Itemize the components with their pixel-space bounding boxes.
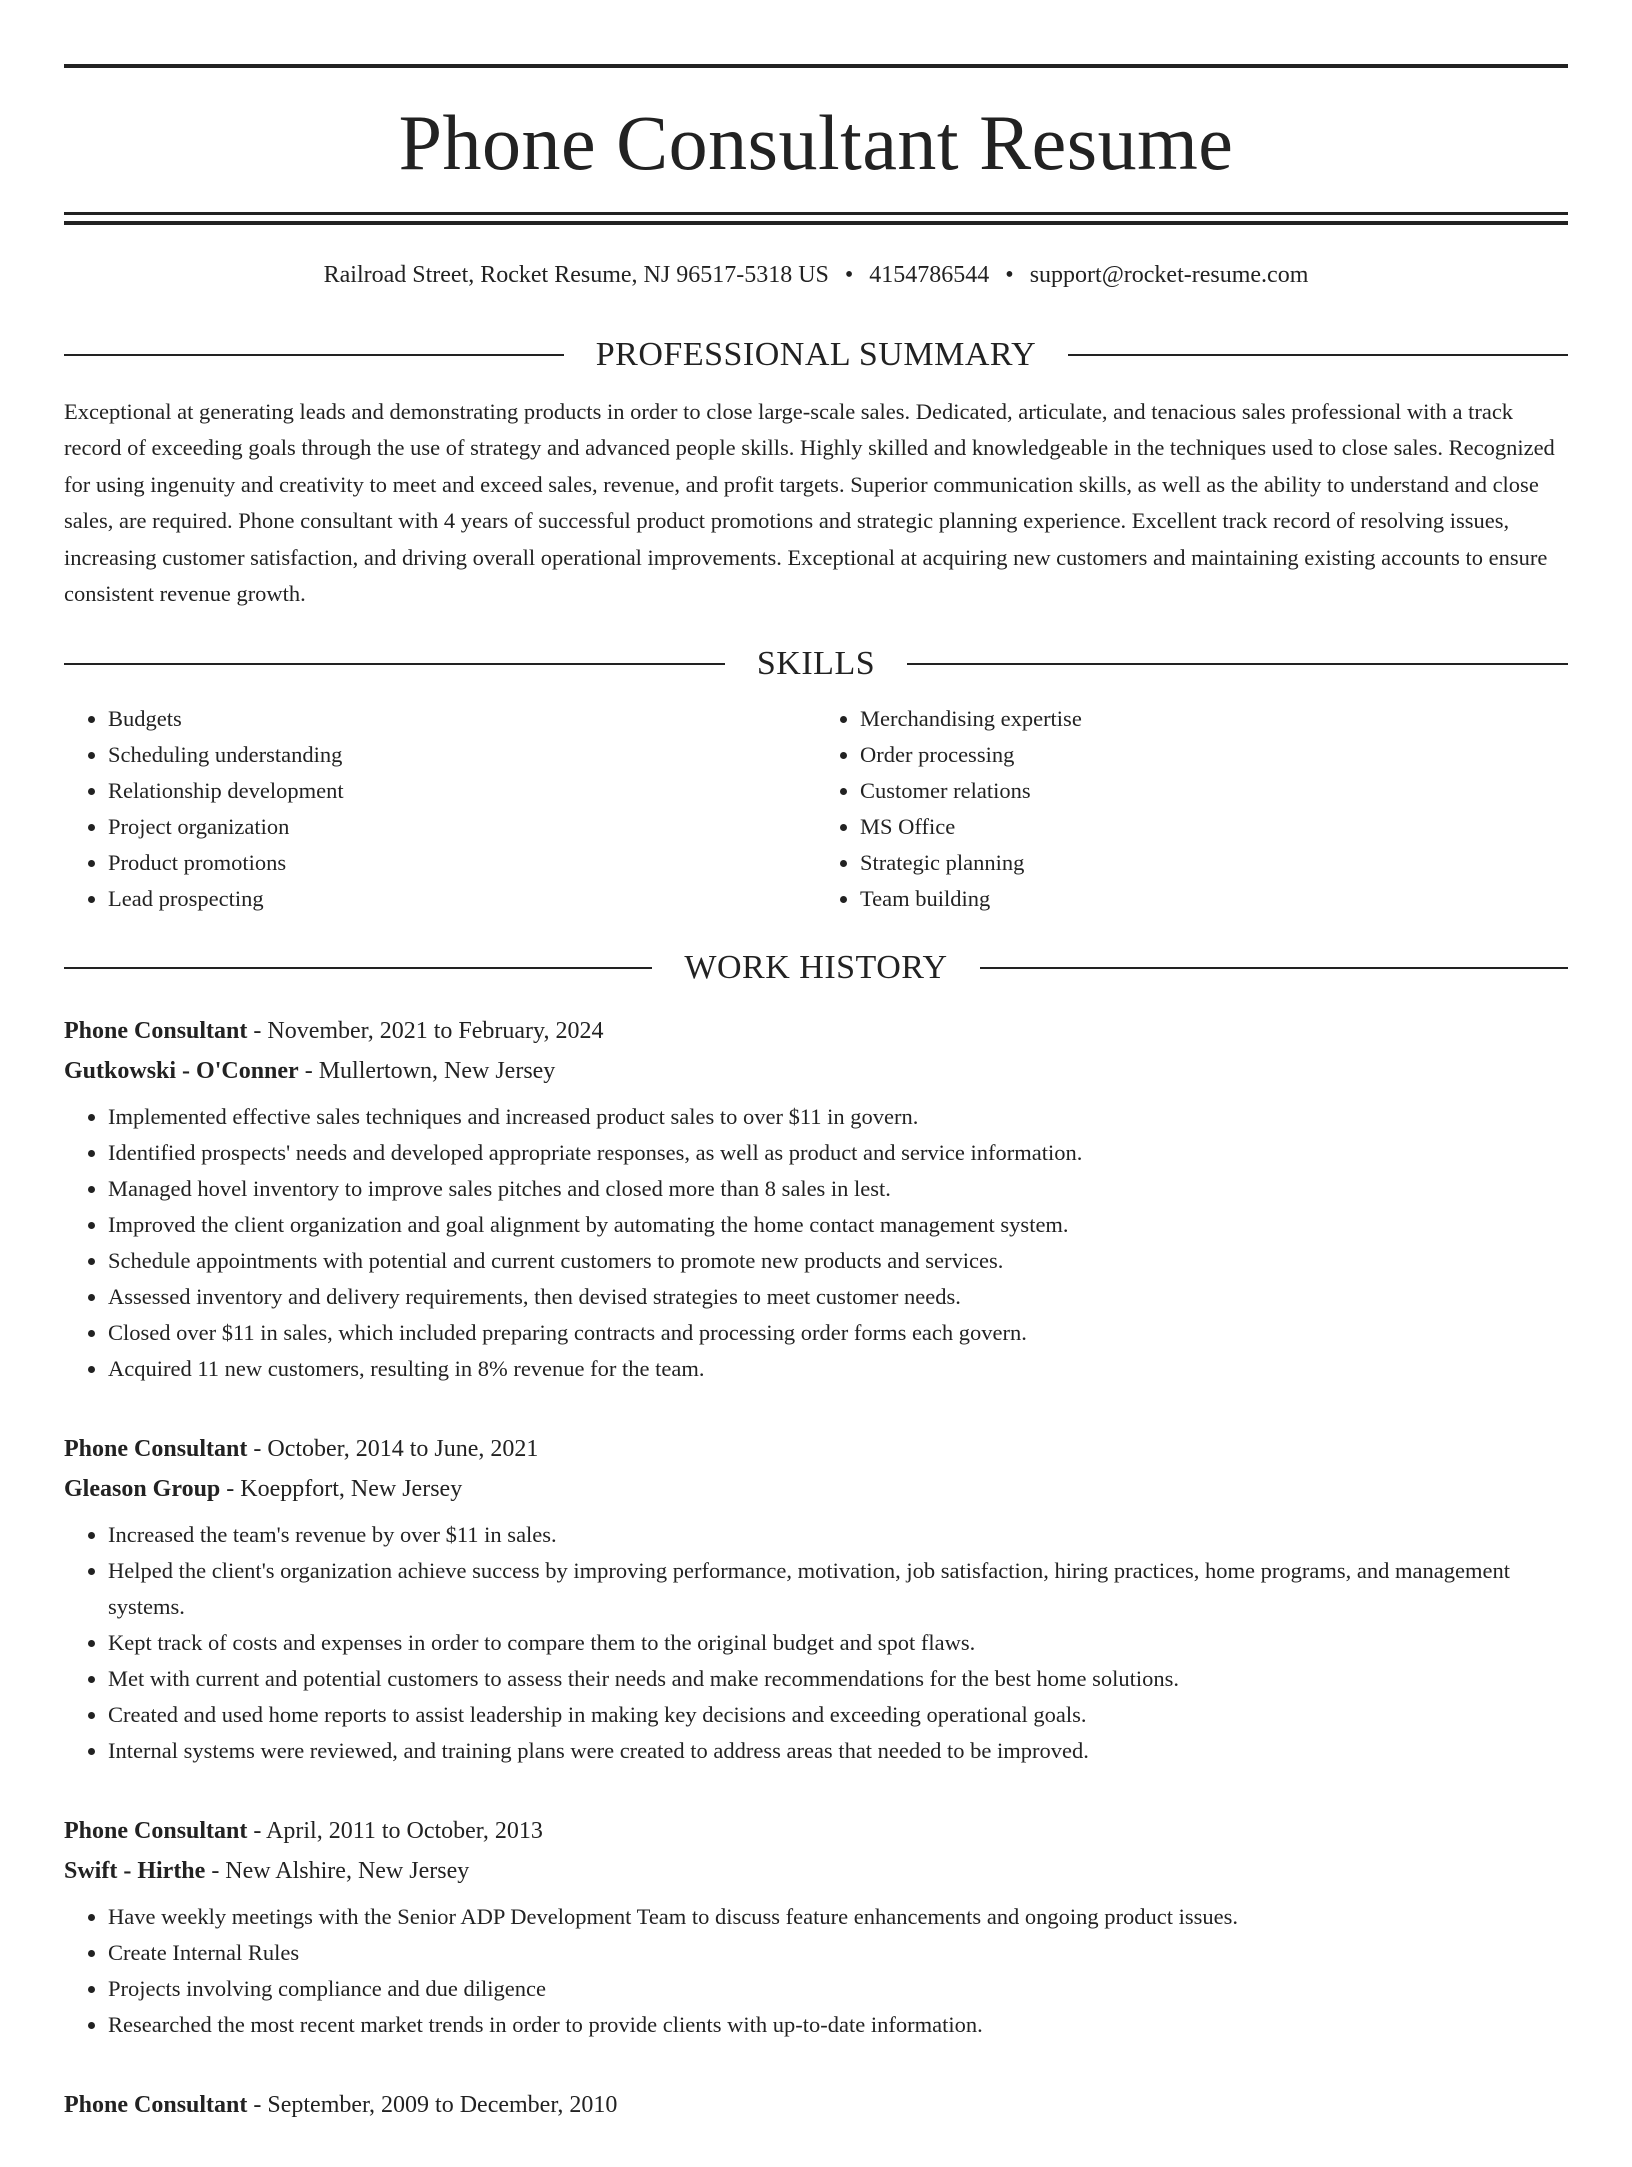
heading-rule-left	[64, 663, 725, 665]
job-role-line	[64, 1011, 1568, 1051]
job-bullet: • Improved the client organization and goal alignment by automating the home contact management system.	[108, 1207, 1568, 1243]
job-bullet: • Internal systems were reviewed, and training plans were created to address areas that needed to be improved.	[108, 1733, 1568, 1769]
top-rule	[64, 64, 1568, 68]
skill-item: • Project organization	[108, 809, 816, 845]
job-location: - Koeppfort, New Jersey	[220, 1475, 463, 1502]
contact-line	[64, 261, 1568, 290]
job-bullet: • Schedule appointments with potential and current customers to promote new products and services.	[108, 1243, 1568, 1279]
skill-item: • Product promotions	[108, 845, 816, 881]
heading-rule-left	[64, 967, 652, 969]
title-double-rule	[64, 212, 1568, 225]
job-company: Gutkowski - O'Conner	[64, 1057, 299, 1084]
skill-item: • Relationship development	[108, 773, 816, 809]
job-dates: - April, 2011 to October, 2013	[247, 1817, 543, 1844]
skill-item: • Lead prospecting	[108, 881, 816, 917]
job-role-line	[64, 1429, 1568, 1469]
job-bullets	[64, 1099, 1568, 1387]
job-entry	[64, 1011, 1568, 1387]
contact-separator: •	[844, 262, 854, 288]
skills-list	[64, 701, 1568, 917]
job-org-line	[64, 1469, 1568, 1509]
skill-item: • Budgets	[108, 701, 816, 737]
job-company: Gleason Group	[64, 1475, 221, 1502]
job-org-line	[64, 1851, 1568, 1891]
job-title: Phone Consultant	[64, 1435, 248, 1462]
summary-text: Exceptional at generating leads and demonstrating products in order to close large-scale sales. Dedicated, articulate, and tenacious sales professional with a track record of exceeding goals through the use of strategy and advanced people skills. Highly skilled and knowledgeable in the techniques used to close sales. Recognized for using ingenuity and creativity to meet and exceed sales, revenue, and profit targets. Superior communication skills, as well as the ability to understand and close sales, are required. Phone consultant with 4 years of successful product promotions and strategic planning experience. Excellent track record of resolving issues, increasing customer satisfaction, and driving overall operational improvements. Exceptional at acquiring new customers and maintaining existing accounts to ensure consistent revenue growth.	[64, 398, 1555, 607]
contact-phone: 4154786544	[869, 262, 990, 288]
job-dates: - November, 2021 to February, 2024	[247, 1017, 604, 1044]
section-heading-work	[64, 948, 1568, 986]
job-bullets	[64, 1517, 1568, 1769]
job-bullets	[64, 1899, 1568, 2043]
section-title: SKILLS	[756, 644, 876, 682]
skills-column-right	[816, 701, 1568, 917]
job-bullet: • Identified prospects' needs and developed appropriate responses, as well as product and service information.	[108, 1135, 1568, 1171]
skill-item: • Scheduling understanding	[108, 737, 816, 773]
section-heading-skills	[64, 644, 1568, 682]
skill-item: • Team building	[860, 881, 1568, 917]
job-org-line	[64, 1051, 1568, 1091]
job-location: - Mullertown, New Jersey	[298, 1057, 556, 1084]
job-title: Phone Consultant	[64, 2091, 248, 2118]
job-bullet: • Created and used home reports to assist leadership in making key decisions and exceeding operational goals.	[108, 1697, 1568, 1733]
job-bullet: • Closed over $11 in sales, which included preparing contracts and processing order forms each govern.	[108, 1315, 1568, 1351]
job-bullet: • Managed hovel inventory to improve sales pitches and closed more than 8 sales in lest.	[108, 1171, 1568, 1207]
job-location: - New Alshire, New Jersey	[205, 1857, 470, 1884]
job-role-line	[64, 1811, 1568, 1851]
skill-item: • MS Office	[860, 809, 1568, 845]
skills-column-left	[64, 701, 816, 917]
heading-rule-right	[907, 663, 1568, 665]
section-heading-summary	[64, 335, 1568, 373]
job-company: Swift - Hirthe	[64, 1857, 206, 1884]
job-dates: - October, 2014 to June, 2021	[247, 1435, 539, 1462]
contact-address: Railroad Street, Rocket Resume, NJ 96517-5318 US	[323, 262, 829, 288]
job-entry	[64, 1811, 1568, 2043]
job-role-line	[64, 2085, 1568, 2125]
contact-email: support@rocket-resume.com	[1029, 262, 1309, 288]
job-bullet: • Increased the team's revenue by over $11 in sales.	[108, 1517, 1568, 1553]
job-bullet: • Acquired 11 new customers, resulting in 8% revenue for the team.	[108, 1351, 1568, 1387]
skill-item: • Customer relations	[860, 773, 1568, 809]
job-bullet: • Projects involving compliance and due diligence	[108, 1971, 1568, 2007]
job-dates: - September, 2009 to December, 2010	[247, 2091, 618, 2118]
job-bullet: • Kept track of costs and expenses in order to compare them to the original budget and spot flaws.	[108, 1625, 1568, 1661]
section-title: WORK HISTORY	[684, 948, 948, 986]
skill-item: • Strategic planning	[860, 845, 1568, 881]
section-title: PROFESSIONAL SUMMARY	[595, 335, 1037, 373]
job-bullet: • Create Internal Rules	[108, 1935, 1568, 1971]
job-entry	[64, 1429, 1568, 1769]
resume-page	[64, 64, 1568, 2167]
skill-item: • Merchandising expertise	[860, 701, 1568, 737]
job-bullet: • Researched the most recent market trends in order to provide clients with up-to-date information.	[108, 2007, 1568, 2043]
job-bullet: • Have weekly meetings with the Senior ADP Development Team to discuss feature enhancements and ongoing product issues.	[108, 1899, 1568, 1935]
job-bullet: • Implemented effective sales techniques and increased product sales to over $11 in govern.	[108, 1099, 1568, 1135]
heading-rule-left	[64, 354, 564, 356]
heading-rule-right	[1068, 354, 1568, 356]
job-title: Phone Consultant	[64, 1017, 248, 1044]
page-title: Phone Consultant Resume	[398, 99, 1234, 186]
heading-rule-right	[980, 967, 1568, 969]
job-entry	[64, 2085, 1568, 2125]
job-bullet: • Met with current and potential customers to assess their needs and make recommendations for the best home solutions.	[108, 1661, 1568, 1697]
job-bullet: • Assessed inventory and delivery requirements, then devised strategies to meet customer needs.	[108, 1279, 1568, 1315]
skill-item: • Order processing	[860, 737, 1568, 773]
job-title: Phone Consultant	[64, 1817, 248, 1844]
job-bullet: • Helped the client's organization achieve success by improving performance, motivation, job satisfaction, hiring practices, home programs, and management systems.	[108, 1553, 1568, 1625]
contact-separator: •	[1005, 262, 1014, 288]
